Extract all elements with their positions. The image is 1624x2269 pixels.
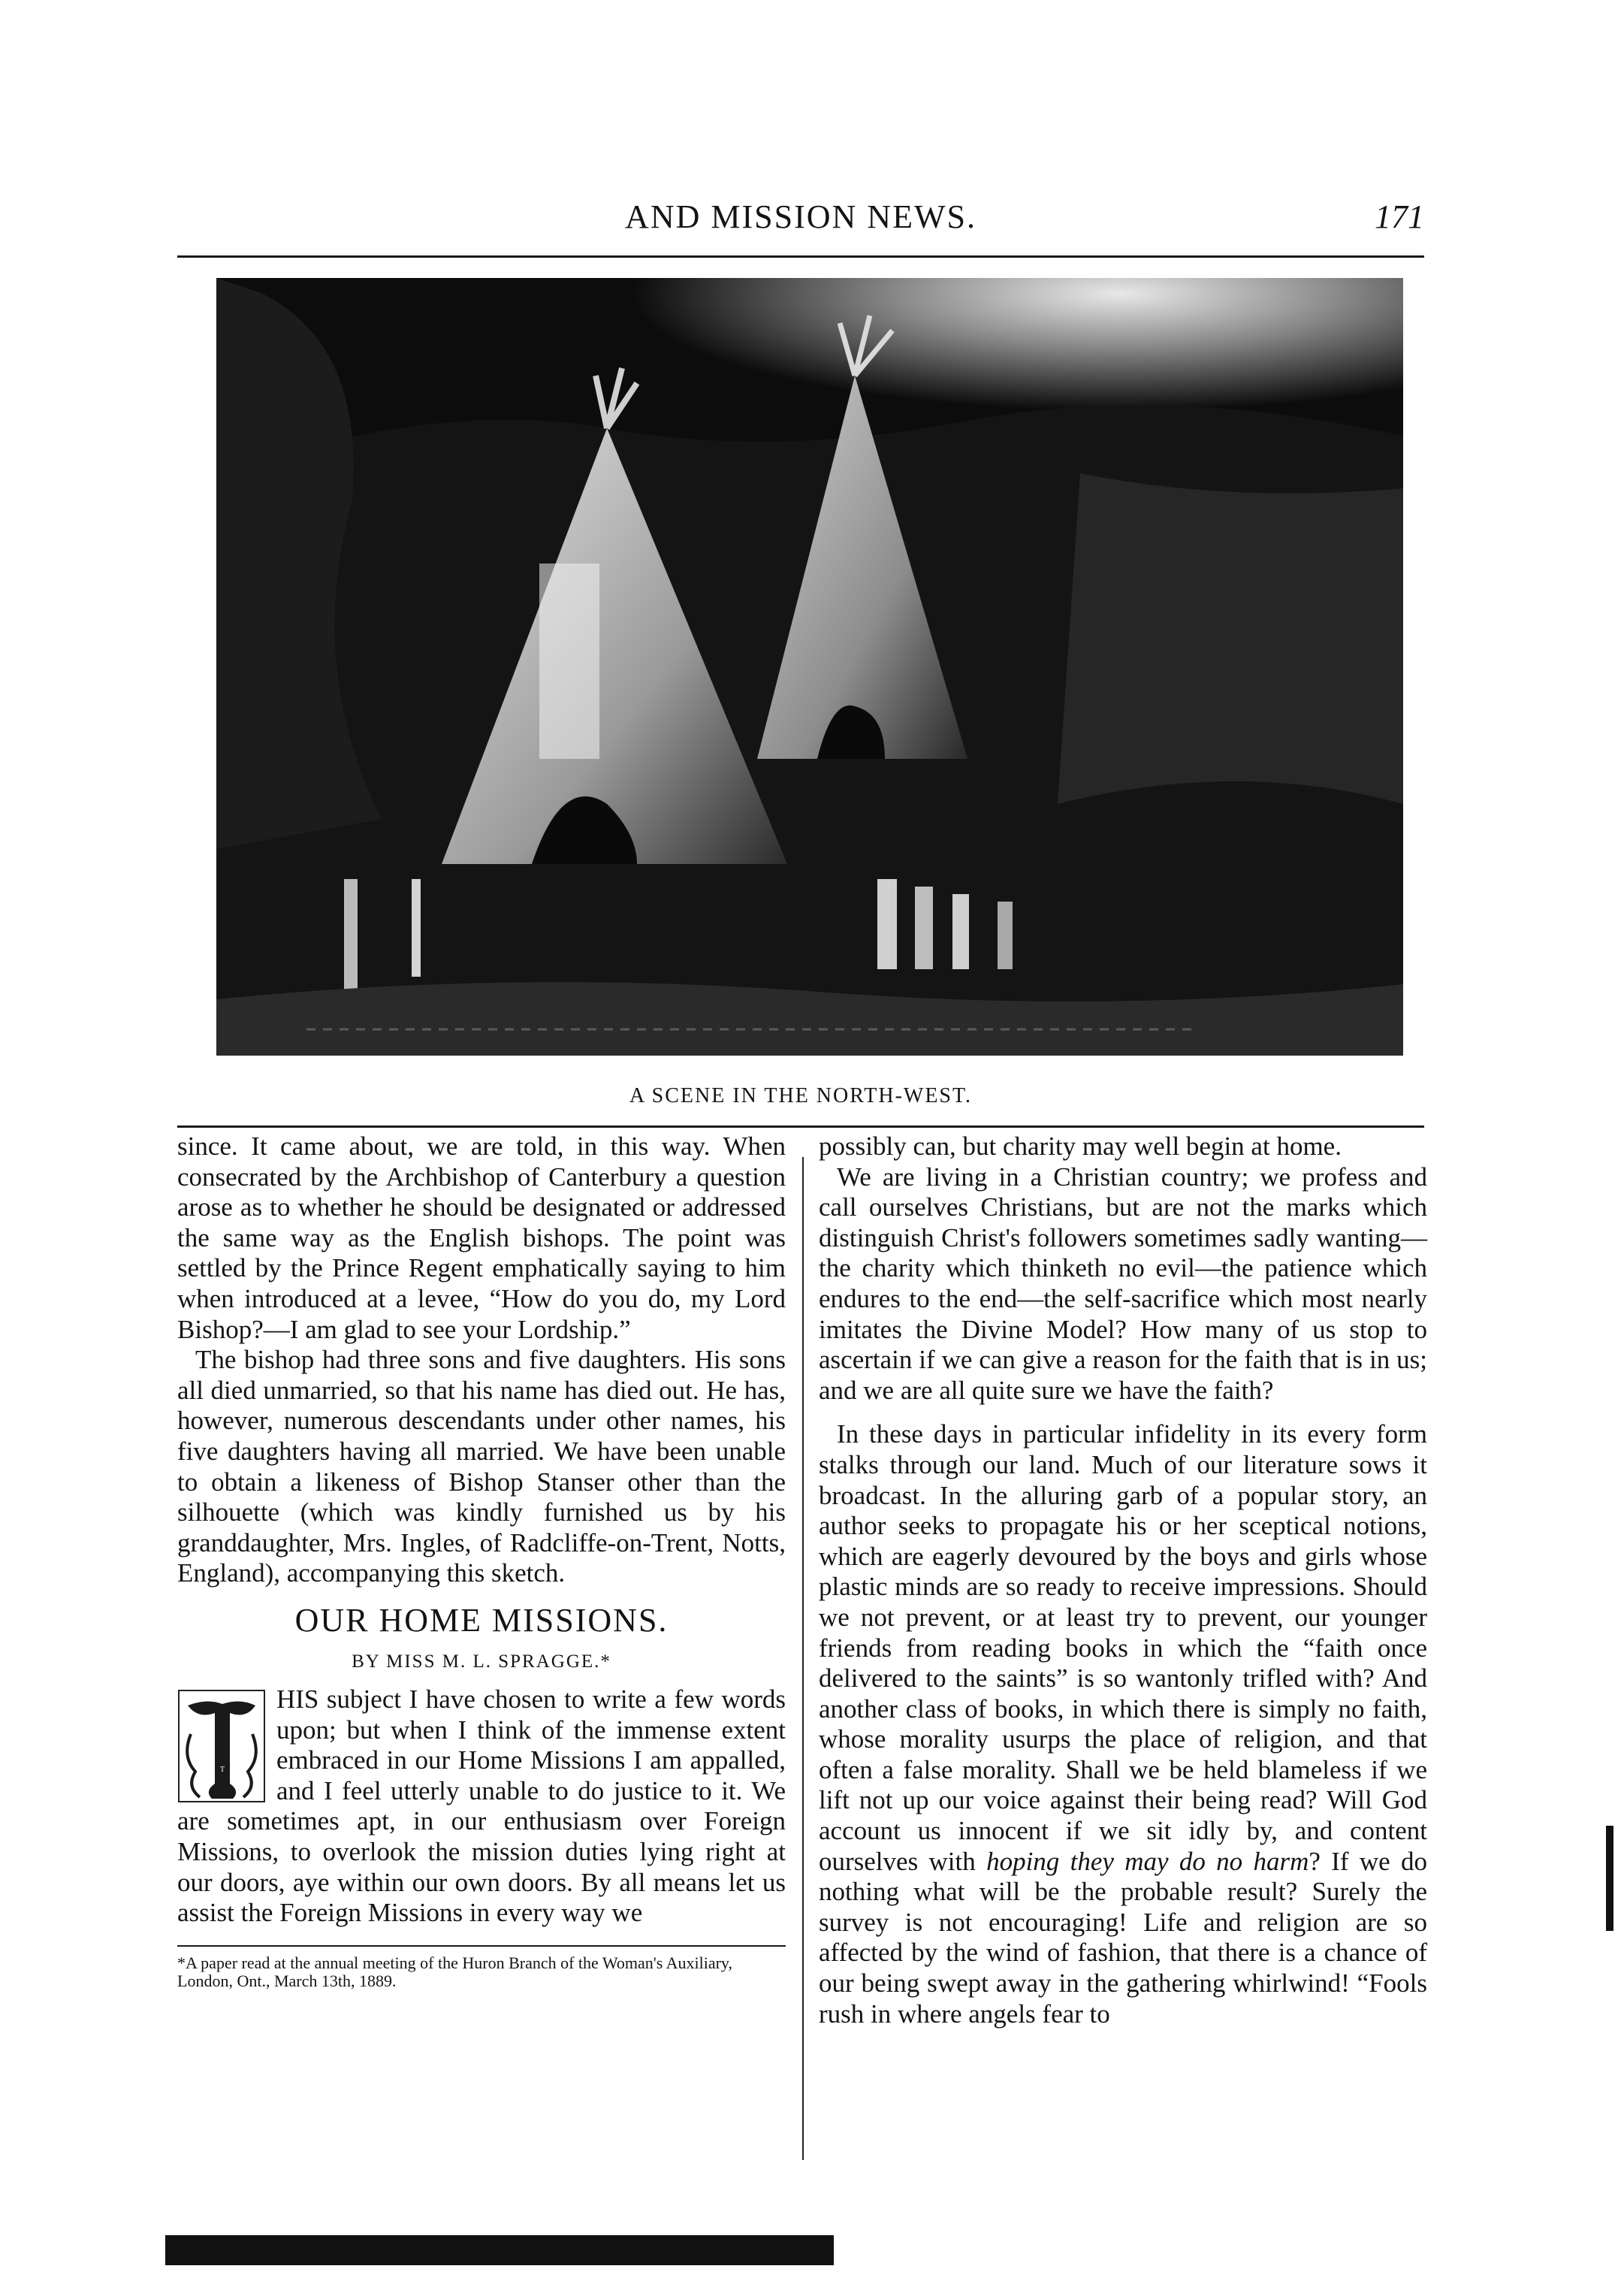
paragraph-text: In these days in particular infidelity in its every form stalks through our land. Much of our literature sows it broadcast. In the alluring garb of a popular story, an author seeks to propagate his or her sceptical notions, which are eagerly devoured by the boys and girls whose plastic minds are so ready to receive impressions. Should we not prevent, or at least try to prevent, our younger friends from reading books in which the “faith once delivered to the saints” is so wantonly trifled with? And another class of books, in which there is simply no faith, whose morality usurps the place of religion, and that often a false morality. Shall we be held blameless if we lift not up our voice against their being read? Will God account us innocent if we sit idly by, and content ourselves with xyxy=(819,1419,1427,1876)
illustration-caption: A SCENE IN THE NORTH-WEST. xyxy=(629,1084,973,1107)
illustration-north-west-scene xyxy=(216,278,1403,1056)
paragraph-text: ? If we do nothing what will be the probable result? Surely the survey is not encouraging! Life and religion are so affected by the wind of fashion, that there is a chance of our being swept away in the gathering whirlwind! “Fools rush in where angels fear to xyxy=(819,1846,1428,2029)
article-opening-text: HIS subject I have chosen to write a few words upon; but when I think of the immense extent embraced in our Home Missions I am appalled, and I feel utterly unable to do justice to it. We are sometimes apt, in our enthusiasm over Foreign Missions, to overlook the mission duties lying right at our doors, aye within our own doors. By all means let us assist the Foreign Missions in every way we xyxy=(177,1684,786,1928)
footnote-rule xyxy=(177,1945,786,1947)
header-rule xyxy=(177,255,1424,258)
left-column xyxy=(177,1131,786,1990)
running-header xyxy=(177,192,1424,244)
ornamental-dropcap-icon xyxy=(177,1689,266,1803)
article-opening-paragraph xyxy=(177,1684,786,1929)
scan-margin-bar xyxy=(1606,1826,1613,1931)
dropcap-letter: T xyxy=(219,1766,225,1775)
scan-bottom-bar xyxy=(165,2235,834,2265)
tipi-scene-engraving xyxy=(216,278,1403,1056)
paragraph: The bishop had three sons and five daughters. His sons all died unmarried, so that his name has died out. He has, however, numerous descendants under other names, his five daughters having all married. We have been unable to obtain a likeness of Bishop Stanser other than the silhouette (which was kindly furnished us by his granddaughter, Mrs. Ingles, of Radcliffe-on-Trent, Notts, England), accompanying this sketch. xyxy=(177,1345,786,1588)
paragraph: We are living in a Christian country; we profess and call ourselves Christians, but are not the marks which distinguish Christ's followers sometimes sadly wanting—the charity which thinketh no evil—the patience which endures to the end—the self-sacrifice which most nearly imitates the Divine Model? How many of us stop to ascertain if we can give a reason for the faith that is in us; and we are all quite sure we have the faith? xyxy=(819,1162,1427,1405)
page-number: 171 xyxy=(1375,198,1424,235)
running-head-title: AND MISSION NEWS. xyxy=(625,198,977,235)
right-column xyxy=(819,1131,1427,2029)
byline: BY MISS M. L. SPRAGGE.* xyxy=(352,1651,611,1672)
paragraph xyxy=(819,1419,1427,2029)
paragraph: since. It came about, we are told, in this way. When consecrated by the Archbishop of Canterbury a question arose as to whether he should be designated or addressed the same way as the English bishops. The point was settled by the Prince Regent emphatically saying to him when introduced at a levee, “How do you do, my Lord Bishop?—I am glad to see your Lordship.” xyxy=(177,1131,786,1344)
paragraph: possibly can, but charity may well begin at home. xyxy=(819,1131,1342,1161)
section-title: OUR HOME MISSIONS. xyxy=(294,1601,669,1639)
italic-phrase: hoping they may do no harm xyxy=(986,1846,1309,1876)
column-divider xyxy=(802,1157,804,2160)
caption-rule xyxy=(177,1125,1424,1128)
footnote: *A paper read at the annual meeting of the Huron Branch of the Woman's Auxiliary, London, Ont., March 13th, 1889. xyxy=(177,1953,732,1990)
